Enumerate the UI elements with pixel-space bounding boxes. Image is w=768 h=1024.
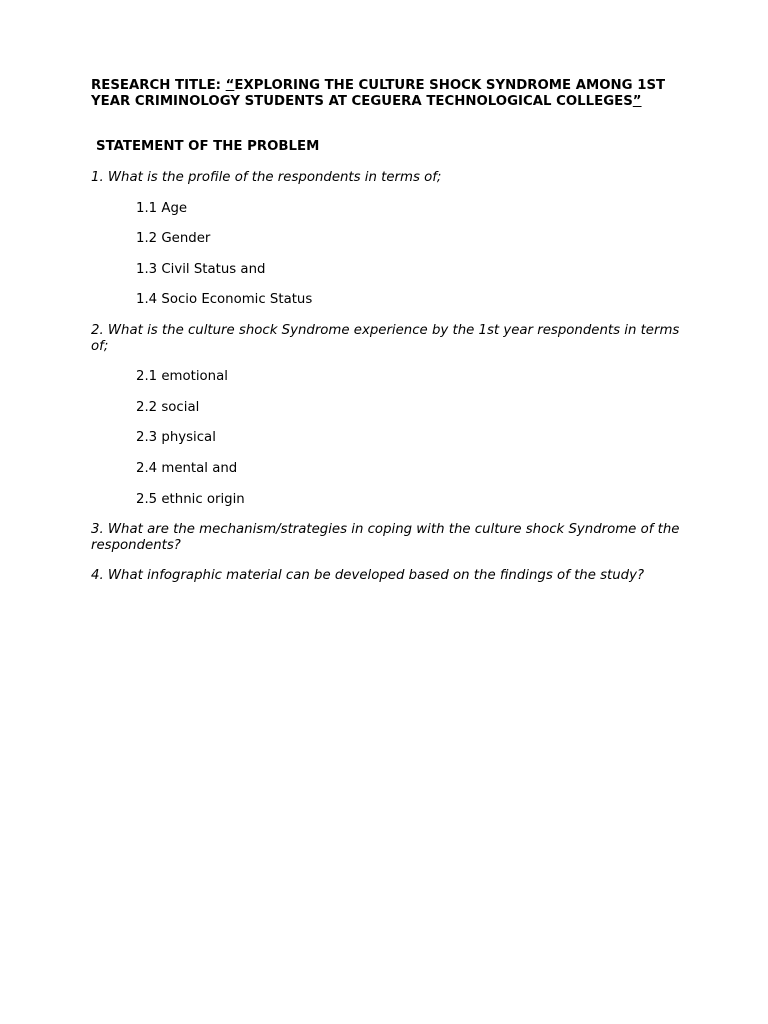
section-heading: STATEMENT OF THE PROBLEM	[96, 139, 320, 154]
question-2-item: 2.3 physical	[136, 430, 216, 445]
question-4: 4. What infographic material can be developed based on the findings of the study?	[91, 568, 645, 583]
question-1-item: 1.1 Age	[136, 201, 188, 216]
question-2-item: 2.2 social	[136, 400, 200, 415]
question-2-item: 2.4 mental and	[136, 461, 238, 476]
question-2-item: 2.5 ethnic origin	[136, 492, 245, 507]
research-title-prefix: RESEARCH TITLE:	[91, 78, 226, 93]
research-title	[91, 78, 681, 109]
document-body	[91, 78, 681, 583]
question-2: 2. What is the culture shock Syndrome experience by the 1st year respondents in terms of;	[91, 323, 680, 354]
question-1-item: 1.3 Civil Status and	[136, 262, 266, 277]
question-1: 1. What is the profile of the respondents in terms of;	[91, 170, 442, 185]
research-title-text: EXPLORING THE CULTURE SHOCK SYNDROME AMONG 1ST YEAR CRIMINOLOGY STUDENTS AT CEGUERA TECHNOLOGICAL COLLEGES	[91, 78, 666, 109]
title-open-quote: “	[225, 78, 235, 93]
question-1-item: 1.4 Socio Economic Status	[136, 292, 313, 307]
question-1-item: 1.2 Gender	[136, 231, 211, 246]
question-2-item: 2.1 emotional	[136, 369, 228, 384]
question-3: 3. What are the mechanism/strategies in coping with the culture shock Syndrome of the respondents?	[91, 522, 680, 553]
title-close-quote: ”	[632, 93, 642, 109]
